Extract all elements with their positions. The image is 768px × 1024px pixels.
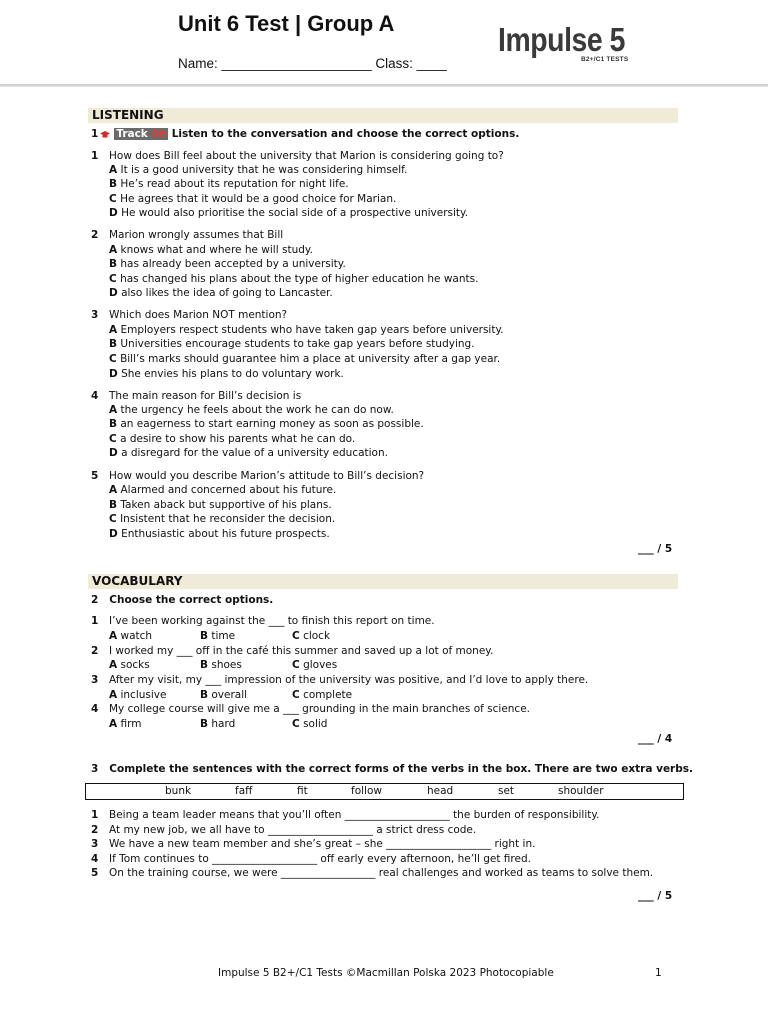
option-a[interactable]: A inclusive [109,689,167,701]
word-box [85,783,684,800]
word-box-item: shoulder [558,785,604,797]
vocab-question: I’ve been working against the ___ to finish this report on time. [109,615,435,627]
option-a[interactable]: A watch [109,630,153,642]
header-divider [0,84,768,87]
option-b[interactable]: B hard [200,718,236,730]
gap-fill-sentence[interactable]: On the training course, we were __________________ real challenges and worked as teams to solve them. [109,867,654,879]
gap-fill-sentence[interactable]: We have a new team member and she’s great – she ____________________ right in. [109,838,536,850]
answer-option[interactable]: D He would also prioritise the social side of a prospective university. [109,207,469,219]
answer-option[interactable]: B He’s read about its reputation for night life. [109,178,349,190]
brand-logo: Impulse 5 [498,21,626,58]
word-box-item: bunk [165,785,192,797]
answer-option[interactable]: C a desire to show his parents what he can do. [109,433,356,445]
page-title: Unit 6 Test | Group A [178,11,395,36]
option-b[interactable]: B time [200,630,236,642]
listening-task-instruction [91,128,519,141]
option-c[interactable]: C complete [292,689,353,701]
gap-fill-sentence[interactable]: If Tom continues to ____________________ off early every afternoon, he’ll get fired. [109,853,531,865]
word-box-item: follow [351,785,382,797]
option-b[interactable]: B overall [200,689,248,701]
instruction-text: Listen to the conversation and choose the correct options. [171,128,520,140]
vocab-task3-score: ___ / 5 [638,890,673,902]
answer-option[interactable]: B an eagerness to start earning money as soon as possible. [109,418,424,430]
vocab-task2-instruction: 2 Choose the correct options. [91,594,274,606]
question-text: How does Bill feel about the university that Marion is considering going to? [109,150,504,162]
answer-option[interactable]: D She envies his plans to do voluntary work. [109,368,344,380]
answer-option[interactable]: A Employers respect students who have taken gap years before university. [109,324,504,336]
track-badge[interactable]: Track 06 [116,128,167,140]
answer-option[interactable]: C has changed his plans about the type of higher education he wants. [109,273,479,285]
word-box-item: set [498,785,515,797]
answer-option[interactable]: D Enthusiastic about his future prospects. [109,528,330,540]
answer-option[interactable]: A It is a good university that he was considering himself. [109,164,408,176]
brand-subtitle: B2+/C1 TESTS [581,56,629,63]
option-c[interactable]: C gloves [292,659,338,671]
answer-option[interactable]: D also likes the idea of going to Lancaster. [109,287,333,299]
answer-option[interactable]: C He agrees that it would be a good choice for Marian. [109,193,397,205]
answer-option[interactable]: A the urgency he feels about the work he can do now. [109,404,394,416]
answer-option[interactable]: B has already been accepted by a university. [109,258,346,270]
listening-heading: LISTENING [88,108,678,123]
vocab-task3-instruction: 3 Complete the sentences with the correct forms of the verbs in the box. There are two extra verbs. [91,763,693,775]
question-text: Which does Marion NOT mention? [109,309,288,321]
footer-text: Impulse 5 B2+/C1 Tests ©Macmillan Polska 2023 Photocopiable [218,967,554,979]
answer-option[interactable]: C Insistent that he reconsider the decision. [109,513,336,525]
task-number: 1 [91,128,99,140]
vocab-question: After my visit, my ___ impression of the university was positive, and I’d love to apply there. [109,674,589,686]
gap-fill-sentence[interactable]: Being a team leader means that you’ll often ____________________ the burden of responsibility. [109,809,600,821]
answer-option[interactable]: D a disregard for the value of a university education. [109,447,388,459]
question-text: How would you describe Marion’s attitude to Bill’s decision? [109,470,425,482]
answer-option[interactable]: B Taken aback but supportive of his plans. [109,499,332,511]
page-number: 1 [655,967,662,979]
answer-option[interactable]: C Bill’s marks should guarantee him a place at university after a gap year. [109,353,501,365]
vocab-task2-score: ___ / 4 [638,733,673,745]
gap-fill-sentence[interactable]: At my new job, we all have to ____________________ a strict dress code. [109,824,477,836]
word-box-item: fit [297,785,308,797]
answer-option[interactable]: A knows what and where he will study. [109,244,313,256]
answer-option[interactable]: A Alarmed and concerned about his future. [109,484,337,496]
option-a[interactable]: A firm [109,718,142,730]
word-box-item: faff [235,785,253,797]
answer-option[interactable]: B Universities encourage students to take gap years before studying. [109,338,475,350]
question-text: The main reason for Bill’s decision is [109,390,302,402]
vocab-question: I worked my ___ off in the café this summer and saved up a lot of money. [109,645,494,657]
option-a[interactable]: A socks [109,659,150,671]
option-c[interactable]: C clock [292,630,331,642]
option-b[interactable]: B shoes [200,659,242,671]
question-text: Marion wrongly assumes that Bill [109,229,284,241]
name-class-line: Name: ____________________ Class: ____ [178,56,447,71]
graduation-cap-icon [100,130,110,138]
word-box-item: head [427,785,454,797]
vocabulary-heading: VOCABULARY [88,574,678,589]
vocab-question: My college course will give me a ___ grounding in the main branches of science. [109,703,531,715]
listening-score: ___ / 5 [638,543,673,555]
option-c[interactable]: C solid [292,718,328,730]
